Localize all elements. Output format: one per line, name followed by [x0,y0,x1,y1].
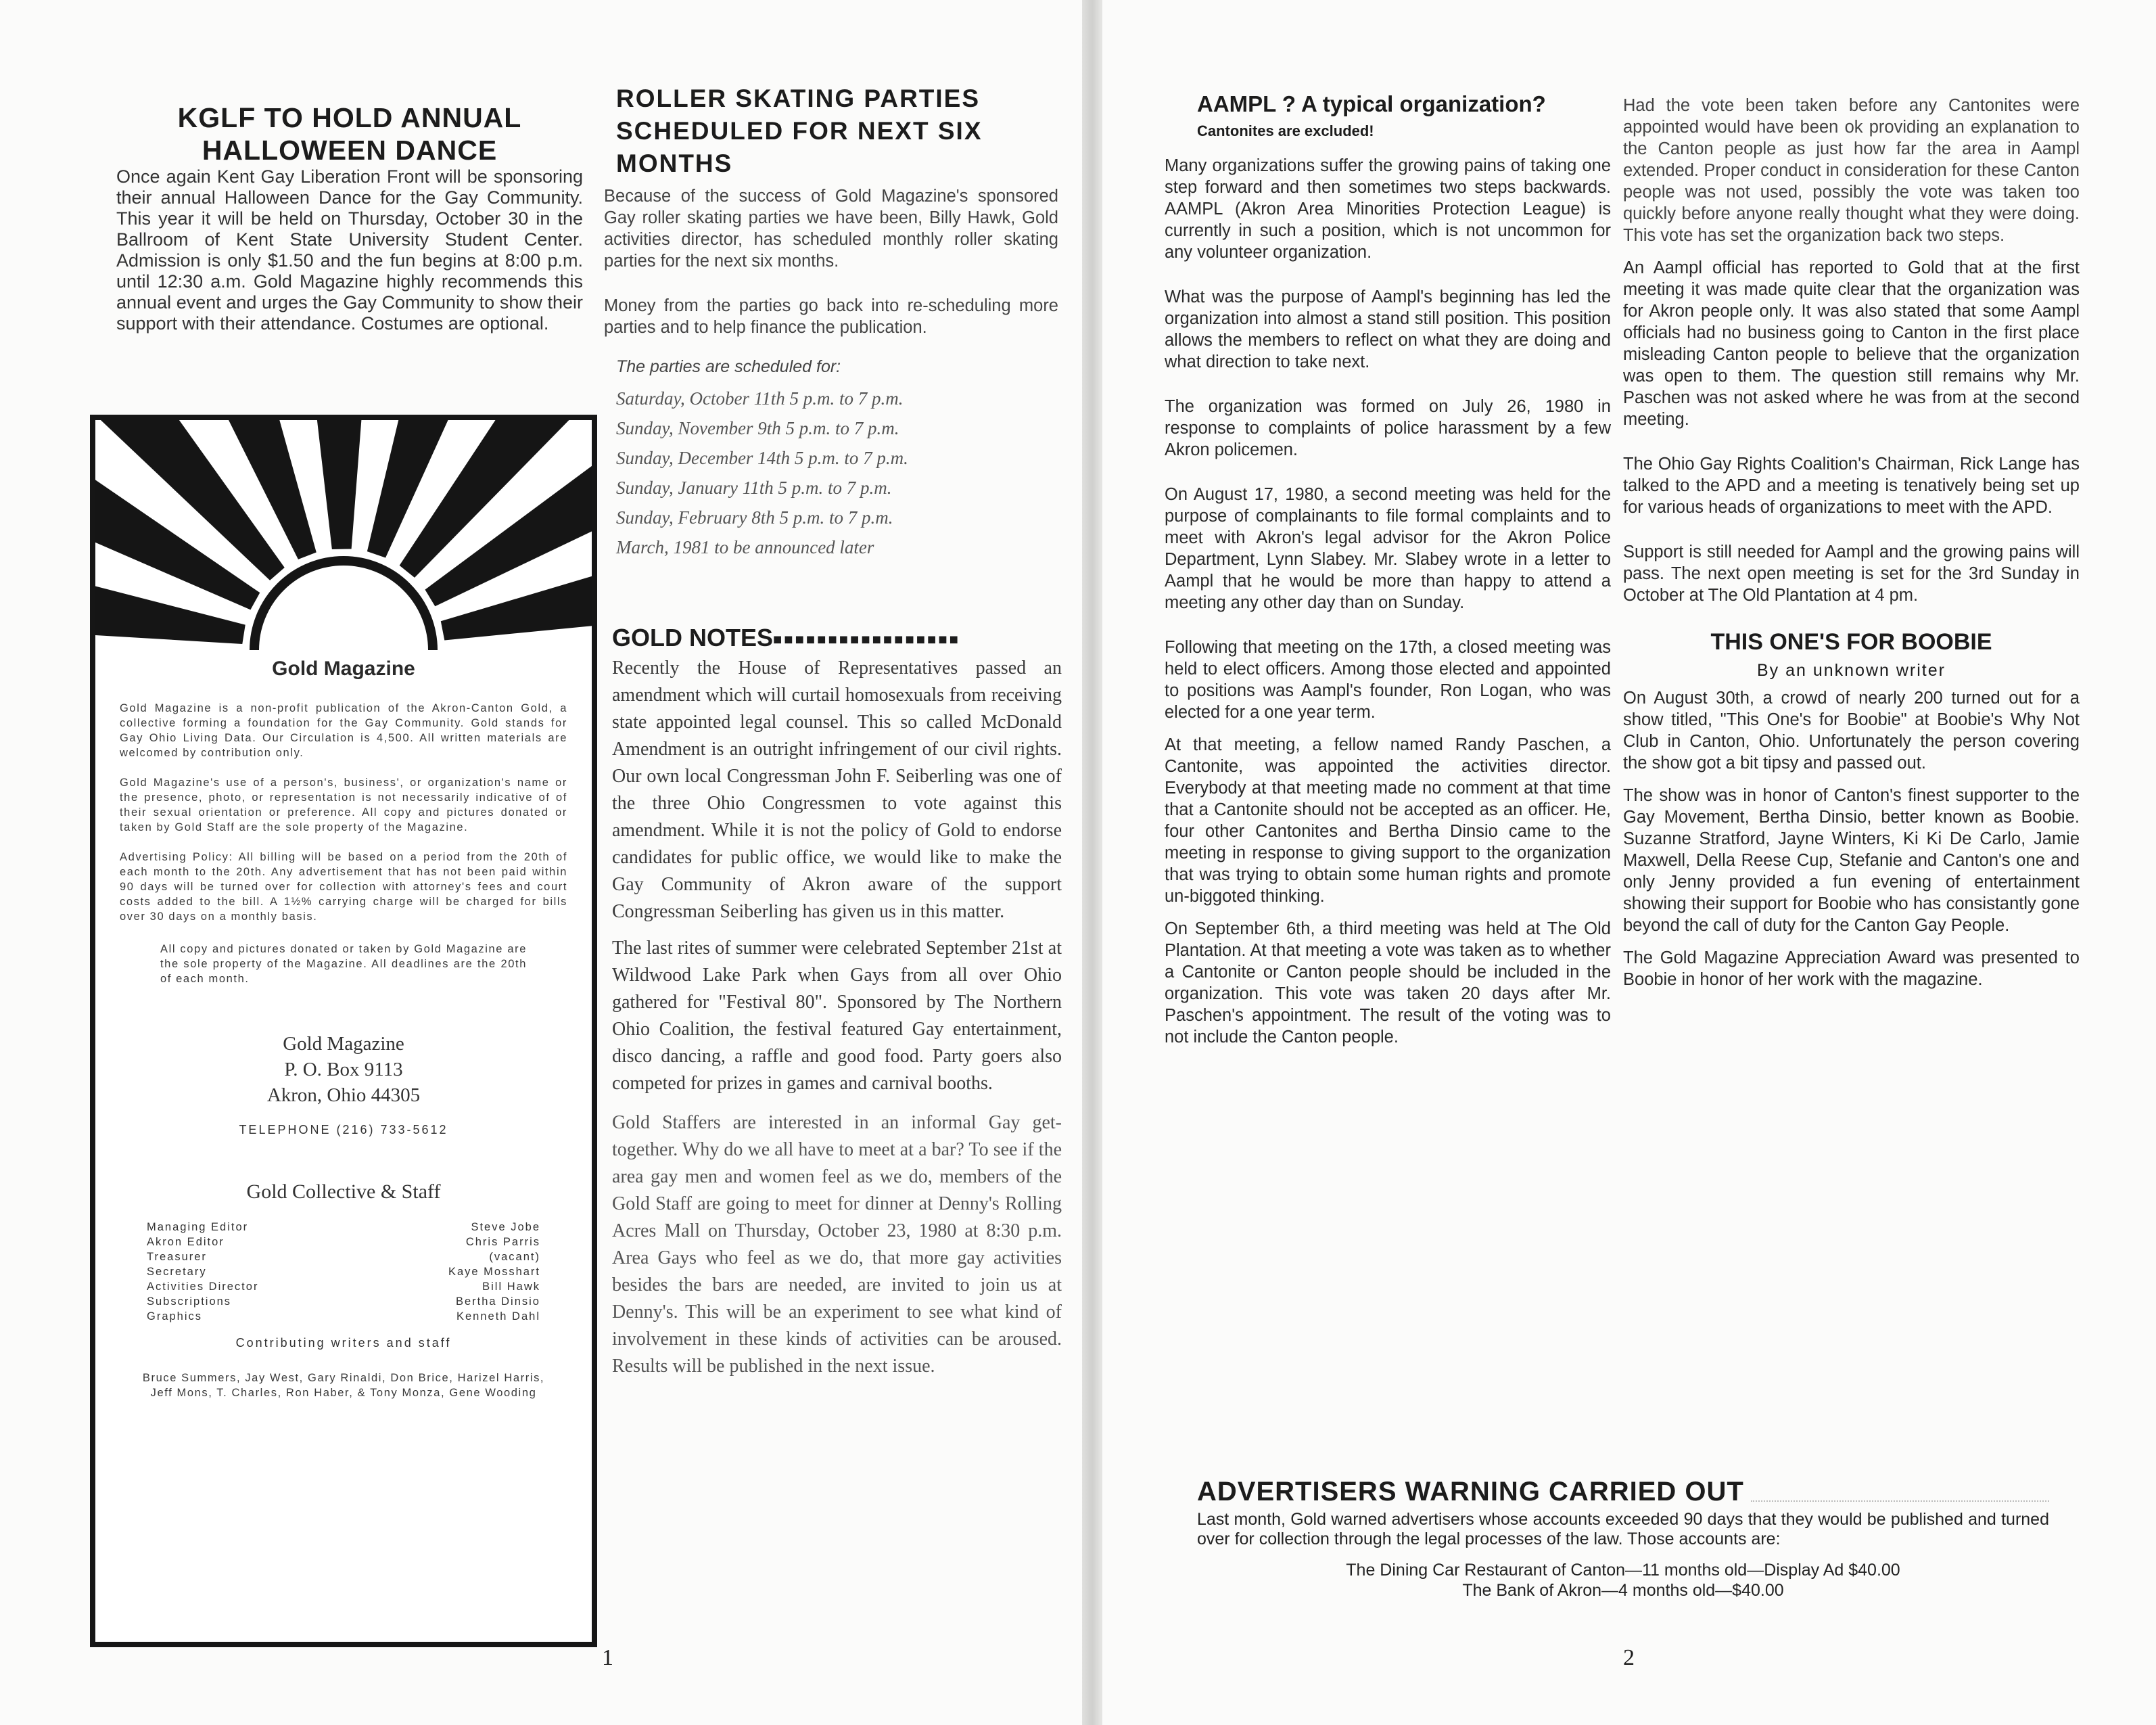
staff-role: Activities Director [147,1281,259,1293]
boobie-paragraph: On August 30th, a crowd of nearly 200 turned out for a show titled, "This One's for Boobie" at Boobie's Why Not Club in Canton, Ohio. Unfortunately the person covering the show got a bit tipsy and passed out. [1623,689,2080,773]
schedule-item: Sunday, February 8th 5 p.m. to 7 p.m. [616,507,893,528]
account-line: The Bank of Akron—4 months old—$40.00 [1462,1581,1784,1600]
gold-notes-paragraph: Gold Staffers are interested in an informal Gay get-together. Why do we all have to meet at a bar? To see if the area gay men and women feel as we do, members of the Gold Staff are going to meet for dinner at Denny's Rolling Acres Mall on Thursday, October 23, 1980 at 8:30 p.m. Area Gays who feel as we do, that more gay activities besides the bars are needed, are invited to join us at Denny's. This will be an experiment to see what kind of involvement in these kinds of activities can be aroused. Results will be published in the next issue. [612,1112,1062,1377]
staff-role: Secretary [147,1266,207,1278]
gold-box-title: Gold Magazine [272,658,415,680]
aampl-paragraph: On September 6th, a third meeting was held at The Old Plantation. At that meeting a vote was taken as to whether a Cantonite or Canton people should be included in the organization. This vote was taken 20 days after Mr. Paschen's appointment. The result of the voting was to not include the Canton people. [1165,919,1611,1046]
kglf-body: Once again Kent Gay Liberation Front will be sponsoring their annual Halloween Dance for the Gay Community. This year it will be held on Thursday, October 30 in the Ballroom of Kent State University Student Center. Admission is only $1.50 and the fun begins at 8:00 p.m. until 12:30 a.m. Gold Magazine highly recommends this annual event and urges the Gay Community to show their support with their attendance. Costumes are optional. [116,166,583,334]
aampl-paragraph: What was the purpose of Aampl's beginning has led the organization into almost a stand still position. This position allows the members to reflect on what they are doing and what direction to take next. [1165,288,1611,371]
staff-name: Kaye Mosshart [448,1266,540,1278]
mailing-address [120,1031,567,1108]
gold-magazine-masthead-box [90,415,597,1647]
boobie-headline: THIS ONE'S FOR BOOBIE [1710,629,1992,655]
gold-notes-headline [612,624,1062,652]
kglf-article [116,101,583,334]
gold-box-paragraph: Gold Magazine's use of a person's, business', or organization's name or the presence, photo, or representation is not necessarily indicative of of their sexual orientation or preference. All copy and pictures donated or taken by Gold Staff are the sole property of the Magazine. [120,777,567,833]
roller-skating-headline: ROLLER SKATING PARTIES SCHEDULED FOR NEXT SIX MONTHS [616,85,983,177]
schedule-item: Sunday, November 9th 5 p.m. to 7 p.m. [616,418,899,438]
page-number: 1 [602,1645,613,1670]
account-line: The Dining Car Restaurant of Canton—11 months old—Display Ad $40.00 [1346,1561,1900,1580]
advertisers-headline-row [1197,1477,2049,1507]
gold-notes-paragraph: Recently the House of Representatives passed an amendment which will curtail homosexuals from receiving state appointed legal counsel. This so called McDonald Amendment is an outright infringement of our civil rights. Our own local Congressman John F. Seiberling was one of the three Ohio Congressmen to vote against this amendment. While it is not the policy of Gold to endorse candidates for public office, we would like to make the Gay Community of Akron aware of the support Congressman Seiberling has given us in this matter. [612,658,1062,922]
kglf-headline-line-1: KGLF TO HOLD ANNUAL [177,102,522,133]
aampl-paragraph: The Ohio Gay Rights Coalition's Chairman, Rick Lange has talked to the APD and a meeting is tenatively being set up for various heads of organizations to meet with the APD. [1623,455,2080,517]
advertisers-headline: ADVERTISERS WARNING CARRIED OUT [1197,1477,1744,1506]
staff-role: Subscriptions [147,1295,232,1308]
page-gutter [1082,0,1102,1725]
contributors-list: Bruce Summers, Jay West, Gary Rinaldi, Don Brice, Harizel Harris, Jeff Mons, T. Charles, Ron Haber, & Tony Monza, Gene Wooding [142,1372,545,1399]
aampl-subhead: Cantonites are excluded! [1197,122,1374,139]
schedule-item: Sunday, January 11th 5 p.m. to 7 p.m. [616,478,892,498]
staff-role: Graphics [147,1310,203,1322]
roller-paragraph: Money from the parties go back into re-scheduling more parties and to help finance the publication. [604,296,1058,337]
advertisers-body: Last month, Gold warned advertisers whose accounts exceeded 90 days that they would be published and turned over for collection through the legal processes of the law. Those accounts are: [1197,1510,2049,1548]
kglf-headline [116,101,583,166]
sun-arc [254,561,433,650]
staff-list [120,1220,567,1324]
sunburst-illustration [95,420,592,657]
address-line: P. O. Box 9113 [284,1059,403,1080]
staff-name: Chris Parris [465,1236,540,1248]
boobie-paragraph: The show was in honor of Canton's finest supporter to the Gay Movement, Bertha Dinsio, better known as Boobie. Suzanne Stratford, Jayne Winters, Ki Ki De Carlo, Jamie Maxwell, Della Reese Cup, Stefanie and Canton's one and only Jenny provided a fun evening of entertainment showing their support for Boobie who has consistantly gone beyond the call of duty for the Canton Gay People. [1623,786,2080,935]
aampl-paragraph: Had the vote been taken before any Cantonites were appointed would have been ok providing an explanation to the Canton people as just how far the area in Aampl extended. Proper conduct in consideration for these Canton people was not used, possibly the vote was taken too quickly before anyone really thought what they were doing. This vote has set the organization back two steps. [1623,96,2080,245]
kglf-headline-line-2: HALLOWEEN DANCE [202,135,498,166]
decorative-dots: ■■■■■■■■■■■■■■■■■ [773,630,960,648]
contributors-title: Contributing writers and staff [235,1336,452,1350]
aampl-article [1165,91,1611,1048]
aampl-paragraph: On August 17, 1980, a second meeting was held for the purpose of complainants to file formal complaints and to meet with Akron's legal advisor for the Akron Police Department, Lynn Slabey. Mr. Slabey wrote in a letter to Aampl that he would be more than happy to attend a meeting any other day than on Sunday. [1165,485,1611,612]
gold-notes-paragraph: The last rites of summer were celebrated September 21st at Wildwood Lake Park when Gays from all over Ohio gathered for "Festival 80". Sponsored by The Northern Ohio Coalition, the festival featured Gay entertainment, disco dancing, a raffle and good food. Party goers also competed for prizes in games and carnival booths. [612,938,1062,1094]
gold-box-paragraph: Gold Magazine is a non-profit publication of the Akron-Canton Gold, a collective forming a foundation for the Gay Community. Gold stands for Gay Ohio Living Data. Our Circulation is 4,500. All written materials are welcomed by contribution only. [120,702,567,759]
gold-notes-title: GOLD NOTES [612,624,774,651]
staff-role: Managing Editor [147,1221,249,1233]
staff-name: (vacant) [489,1251,540,1263]
aampl-paragraph: An Aampl official has reported to Gold that at the first meeting it was made quite clear that the organization was for Akron people only. It was also stated that some Aampl officials had no business going to Canton in the first place misleading Canton people to believe that the organization was open to them. The question still remains why Mr. Paschen was not asked where he was from at the second meeting. [1623,258,2080,429]
staff-name: Kenneth Dahl [456,1310,540,1322]
aampl-continued-column [1623,95,2080,990]
aampl-paragraph: At that meeting, a fellow named Randy Paschen, a Cantonite, was appointed the activities director. Everybody at that meeting made no comment at that time that a Cantonite should not be accepted as an officer. He, four other Cantonites and Bertha Dinsio came to the meeting in response to giving support to the organization that was trying to obtain some human rights and promote un-biggoted thinking. [1165,735,1611,906]
telephone: TELEPHONE (216) 733-5612 [239,1123,448,1136]
aampl-headline: AAMPL ? A typical organization? [1197,91,1546,116]
schedule-item: Sunday, December 14th 5 p.m. to 7 p.m. [616,448,908,468]
gold-notes-section [612,624,1062,1380]
schedule-intro: The parties are scheduled for: [616,357,841,376]
staff-roles [147,1220,258,1324]
roller-paragraph: Because of the success of Gold Magazine's sponsored Gay roller skating parties we have been, Billy Hawk, Gold activities director, has scheduled monthly roller skating parties for the next six months. [604,187,1058,271]
staff-names [448,1220,540,1324]
staff-role: Akron Editor [147,1236,225,1248]
boobie-byline: By an unknown writer [1756,661,1946,680]
schedule-item: Saturday, October 11th 5 p.m. to 7 p.m. [616,388,904,409]
advertisers-warning-article [1197,1477,2049,1601]
roller-skating-article [604,83,1058,562]
staff-name: Bertha Dinsio [455,1295,540,1308]
aampl-paragraph: The organization was formed on July 26, 1980 in response to complaints of police harassment by a few Akron policemen. [1165,397,1611,459]
boobie-paragraph: The Gold Magazine Appreciation Award was presented to Boobie in honor of her work with the magazine. [1623,948,2080,989]
aampl-paragraph: Many organizations suffer the growing pains of taking one step forward and then sometimes two steps backwards. AAMPL (Akron Area Minorities Protection League) is currently in such a position, which is not uncommon for any volunteer organization. [1165,156,1611,262]
address-line: Gold Magazine [283,1033,404,1055]
party-schedule [604,384,1058,562]
headline-rule [1751,1500,2049,1502]
staff-name: Steve Jobe [471,1221,540,1233]
schedule-item: March, 1981 to be announced later [616,537,874,557]
staff-name: Bill Hawk [482,1281,540,1293]
staff-role: Treasurer [147,1251,207,1263]
deadline-note: All copy and pictures donated or taken by Gold Magazine are the sole property of the Magazine. All deadlines are the 20th of each month. [160,943,527,985]
address-line: Akron, Ohio 44305 [266,1084,421,1106]
advertising-policy: Advertising Policy: All billing will be based on a period from the 20th of each month to the 20th. Any advertisement that has not been paid within 90 days will be turned over for collection with attorney's fees and court costs added to the bill. A 1½% carrying charge will be charged for bills over 30 days on a monthly basis. [120,851,567,923]
aampl-paragraph: Following that meeting on the 17th, a closed meeting was held to elect officers. Among those elected and appointed to positions was Aampl's founder, Ron Logan, who was elected for a one year term. [1165,638,1611,722]
delinquent-accounts [1197,1560,2049,1601]
page-number: 2 [1623,1645,1635,1670]
aampl-paragraph: Support is still needed for Aampl and the growing pains will pass. The next open meeting is set for the 3rd Sunday in October at The Old Plantation at 4 pm. [1623,543,2080,605]
staff-title: Gold Collective & Staff [246,1180,441,1203]
